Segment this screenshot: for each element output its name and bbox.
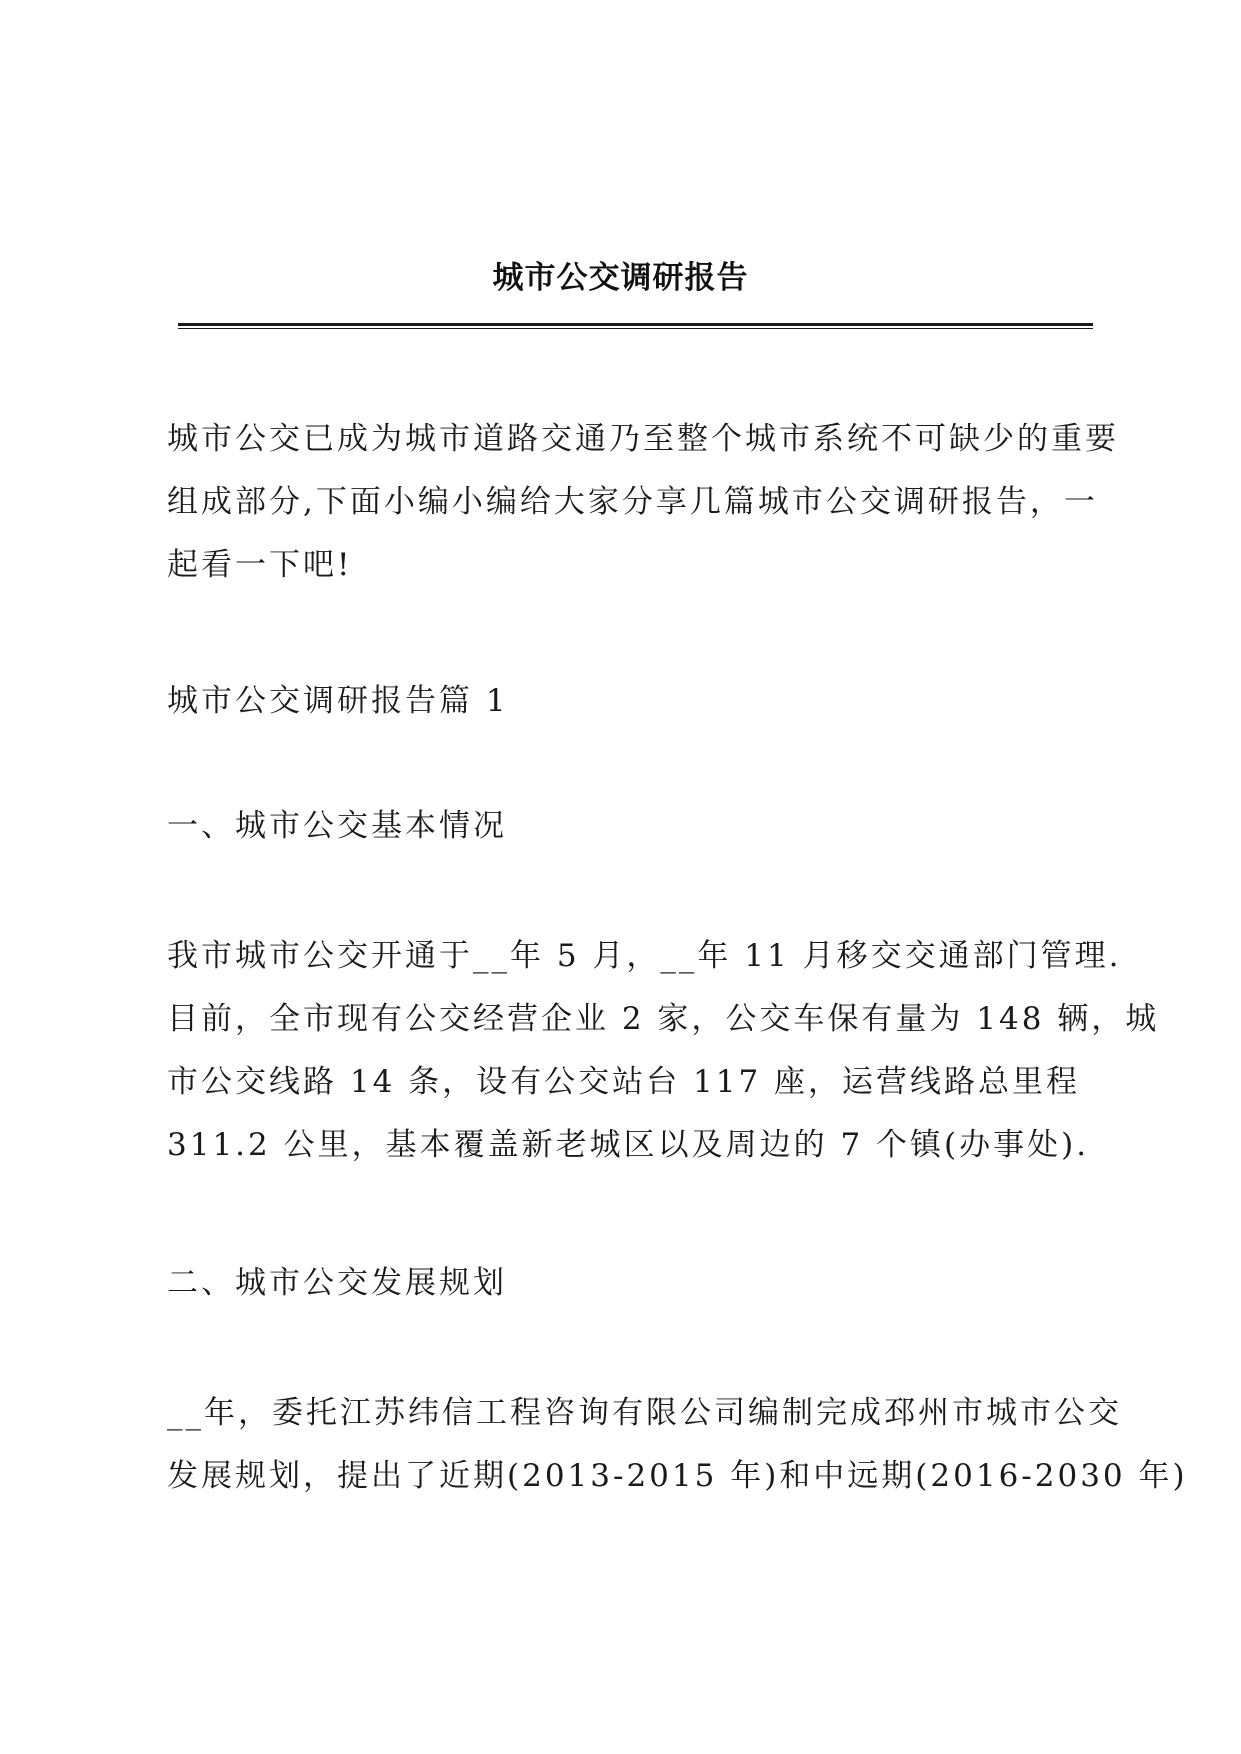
intro-paragraph — [167, 408, 1119, 597]
section-heading — [167, 670, 1097, 733]
part1-line: 311.2 公里，基本覆盖新老城区以及周边的 7 个镇(办事处). — [167, 1127, 1090, 1163]
intro-line: 组成部分,下面小编小编给大家分享几篇城市公交调研报告，一 — [167, 484, 1098, 520]
intro-line: 城市公交已成为城市道路交通乃至整个城市系统不可缺少的重要 — [167, 421, 1119, 457]
part1-paragraph — [167, 925, 1160, 1177]
part2-paragraph — [167, 1382, 1188, 1508]
part2-heading-text: 二、城市公交发展规划 — [167, 1265, 507, 1301]
section-heading-text: 城市公交调研报告篇 1 — [167, 683, 509, 719]
title-divider — [178, 323, 1093, 329]
part1-line: 市公交线路 14 条，设有公交站台 117 座，运营线路总里程 — [167, 1064, 1081, 1100]
part1-heading — [167, 795, 1097, 858]
intro-line: 起看一下吧! — [167, 547, 353, 583]
document-title: 城市公交调研报告 — [492, 260, 749, 296]
part1-line: 我市城市公交开通于__年 5 月，__年 11 月移交交通部门管理. — [167, 938, 1122, 974]
part1-heading-text: 一、城市公交基本情况 — [167, 808, 507, 844]
part2-heading — [167, 1252, 1097, 1315]
part2-line: __年，委托江苏纬信工程咨询有限公司编制完成邳州市城市公交 — [167, 1395, 1122, 1431]
part1-line: 目前，全市现有公交经营企业 2 家，公交车保有量为 148 辆，城 — [167, 1001, 1160, 1037]
part2-line: 发展规划，提出了近期(2013-2015 年)和中远期(2016-2030 年) — [167, 1458, 1188, 1494]
